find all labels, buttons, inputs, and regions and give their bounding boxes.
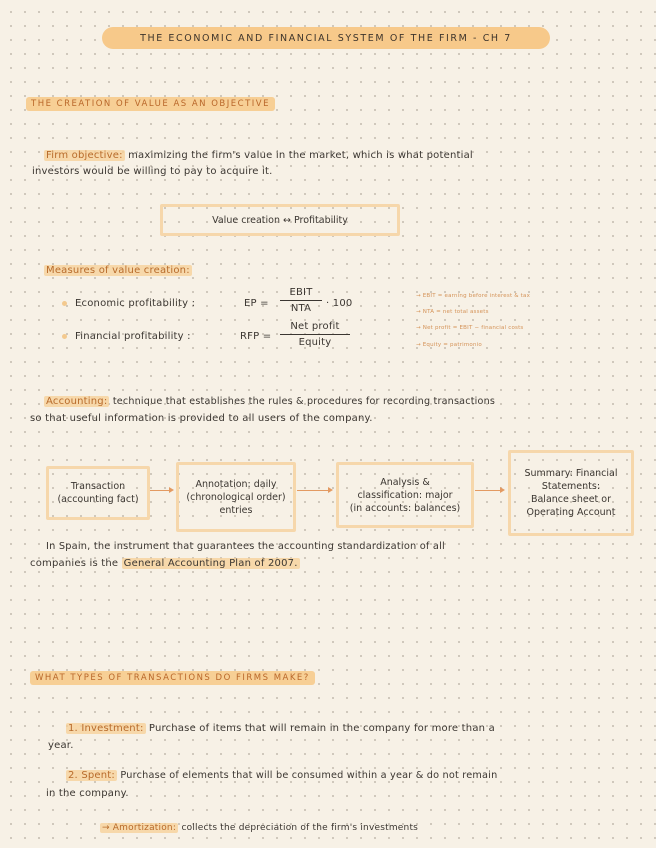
flow-text: (in accounts: balances) <box>349 502 461 514</box>
flow-arrow-1 <box>150 490 170 491</box>
flow-text: (chronological order) <box>186 491 286 503</box>
section-heading-value-creation <box>26 99 275 109</box>
firm-objective-label: Firm objective: <box>46 150 123 161</box>
ep-symbol: EP = <box>244 298 269 309</box>
spain-line2 <box>30 558 300 569</box>
financial-denominator: Equity <box>298 337 332 348</box>
note-ebit <box>416 293 530 299</box>
investment-text-line2: year. <box>48 740 74 751</box>
fraction-bar <box>280 300 322 301</box>
economic-profitability-row <box>62 298 195 309</box>
amortization-item <box>100 822 418 833</box>
flow-box-analysis <box>336 462 474 528</box>
flow-text: Balance sheet or <box>530 494 611 505</box>
financial-profitability-label: Financial profitability : <box>75 331 191 342</box>
flow-text: Transaction <box>70 481 126 492</box>
economic-numerator: EBIT <box>289 287 313 298</box>
firm-objective-paragraph <box>44 150 624 161</box>
value-creation-text: Value creation ↔ Profitability <box>212 214 348 226</box>
bullet-icon <box>62 301 67 306</box>
amortization-text: collects the depreciation of the firm's investments <box>181 823 419 833</box>
section-heading-transactions <box>30 673 315 683</box>
financial-fraction <box>280 321 350 348</box>
investment-line2 <box>48 740 74 751</box>
measures-heading-text: Measures of value creation: <box>46 265 190 276</box>
accounting-text-line2: so that useful information is provided to all users of the company. <box>30 413 373 424</box>
financial-formula-left <box>240 331 271 342</box>
note-text: → Equity = patrimonio <box>416 342 482 348</box>
financial-profitability-row <box>62 331 191 342</box>
bullet-icon <box>62 334 67 339</box>
note-text: → EBIT = earning before interest & tax <box>416 293 531 299</box>
flow-text: Analysis & <box>380 476 430 488</box>
amortization-label: → Amortization: <box>102 823 177 833</box>
flow-text: entries <box>219 504 253 516</box>
flow-arrow-3 <box>475 490 501 491</box>
economic-denominator: NTA <box>290 303 312 314</box>
accounting-text-line1: technique that establishes the rules & procedures for recording transactions <box>112 396 496 407</box>
spent-text-line2: in the company. <box>46 788 129 799</box>
firm-objective-text-line2: investors would be willing to pay to acquire it. <box>32 166 273 177</box>
firm-objective-text-line1: maximizing the firm's value in the market, which is what potential <box>128 150 473 161</box>
flow-box-summary <box>508 450 634 536</box>
flow-text: Operating Account <box>526 507 616 518</box>
spent-label: 2. Spent: <box>68 770 115 781</box>
flow-text: Summary: Financial <box>524 468 618 479</box>
investment-label: 1. Investment: <box>68 723 144 734</box>
accounting-label: Accounting: <box>46 396 108 407</box>
page-title <box>102 27 550 49</box>
spent-text-line1: Purchase of elements that will be consumed within a year & do not remain <box>120 770 498 781</box>
page-title-text: THE ECONOMIC AND FINANCIAL SYSTEM OF THE FIRM - CH 7 <box>140 32 512 44</box>
note-text: → NTA = net total assets <box>416 309 489 315</box>
accounting-line2 <box>30 413 373 424</box>
economic-fraction <box>280 287 322 314</box>
investment-text-line1: Purchase of items that will remain in the company for more than a <box>148 723 495 734</box>
economic-profitability-label: Economic profitability : <box>75 298 196 309</box>
arrow-right-icon <box>500 487 505 493</box>
measures-heading <box>44 265 192 276</box>
note-text: → Net profit = EBIT − financial costs <box>416 325 524 331</box>
value-creation-box <box>160 204 400 236</box>
fraction-bar <box>280 334 350 335</box>
flow-text: Annotation: daily <box>195 478 277 490</box>
spent-line2 <box>46 788 129 799</box>
arrow-right-icon <box>328 487 333 493</box>
flow-box-annotation <box>176 462 296 532</box>
flow-text: classification: major <box>357 489 453 501</box>
accounting-paragraph <box>44 396 644 407</box>
section-heading-text: THE CREATION OF VALUE AS AN OBJECTIVE <box>26 97 275 111</box>
spent-item <box>66 770 646 781</box>
flow-text: (accounting fact) <box>57 494 139 505</box>
firm-objective-line2 <box>32 166 273 177</box>
economic-multiplier <box>326 298 352 309</box>
arrow-right-icon <box>169 487 174 493</box>
spain-text-line2: companies is the <box>30 558 119 569</box>
general-accounting-plan: General Accounting Plan of 2007. <box>123 558 298 569</box>
rfp-symbol: RFP = <box>240 331 272 342</box>
section-heading-text: WHAT TYPES OF TRANSACTIONS DO FIRMS MAKE? <box>30 671 315 685</box>
investment-item <box>66 723 636 734</box>
financial-numerator: Net profit <box>290 321 340 332</box>
economic-formula-left <box>244 298 269 309</box>
note-nta <box>416 309 489 315</box>
flow-text: Statements: <box>541 481 601 492</box>
times-100: · 100 <box>326 298 353 309</box>
note-equity <box>416 342 482 348</box>
spain-paragraph <box>46 541 646 552</box>
flow-arrow-2 <box>297 490 329 491</box>
spain-text-line1: In Spain, the instrument that guarantees the accounting standardization of all <box>46 541 445 552</box>
note-net-profit <box>416 325 524 331</box>
flow-box-transaction <box>46 466 150 520</box>
